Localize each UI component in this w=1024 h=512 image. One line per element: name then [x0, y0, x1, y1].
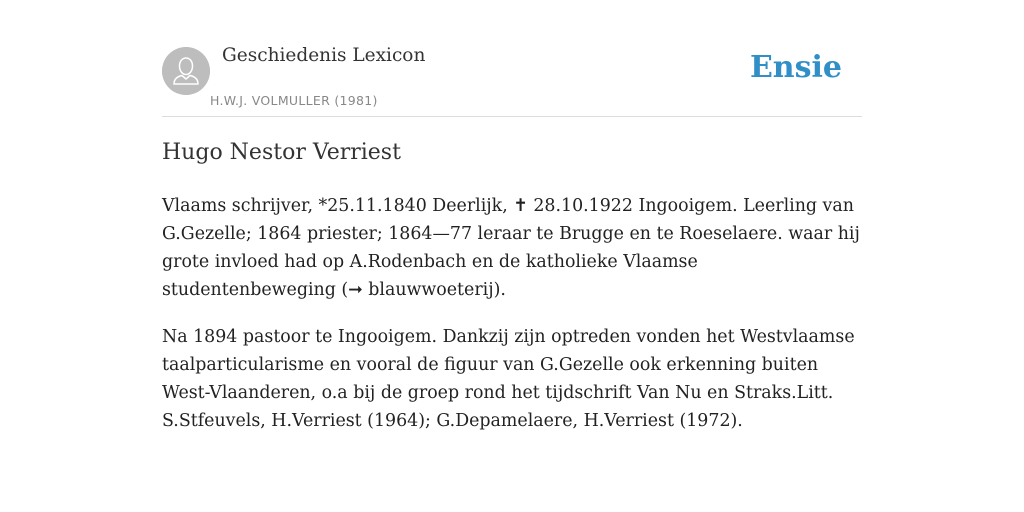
author-label: H.W.J. VOLMULLER (1981)	[210, 93, 378, 108]
book-title[interactable]: Geschiedenis Lexicon	[222, 45, 426, 66]
entry-title: Hugo Nestor Verriest	[162, 140, 401, 165]
header	[162, 0, 862, 117]
brand-logo[interactable]: Ensie	[749, 50, 842, 85]
page	[162, 0, 862, 431]
entry-paragraph: Na 1894 pastoor te Ingooigem. Dankzij zijn optreden vonden het Westvlaamse taalparticularisme en vooral de figuur van G.Gezelle ook erkenning buiten West-Vlaanderen, o.a bij de groep rond het tijdschrift Van Nu en Straks.Litt. S.Stfeuvels, H.Verriest (1964); G.Depamelaere, H.Verriest (1972).	[162, 327, 855, 431]
user-avatar-icon[interactable]	[162, 47, 210, 95]
entry-paragraph: Vlaams schrijver, *25.11.1840 Deerlijk, ✝ 28.10.1922 Ingooigem. Leerling van G.Gezelle; 1864 priester; 1864—77 leraar te Brugge en te Roeselaere. waar hij grote invloed had op A.Rodenbach en de katholieke Vlaamse studentenbeweging (➞ blauwwoeterij).	[162, 196, 860, 300]
entry-body	[162, 192, 862, 454]
